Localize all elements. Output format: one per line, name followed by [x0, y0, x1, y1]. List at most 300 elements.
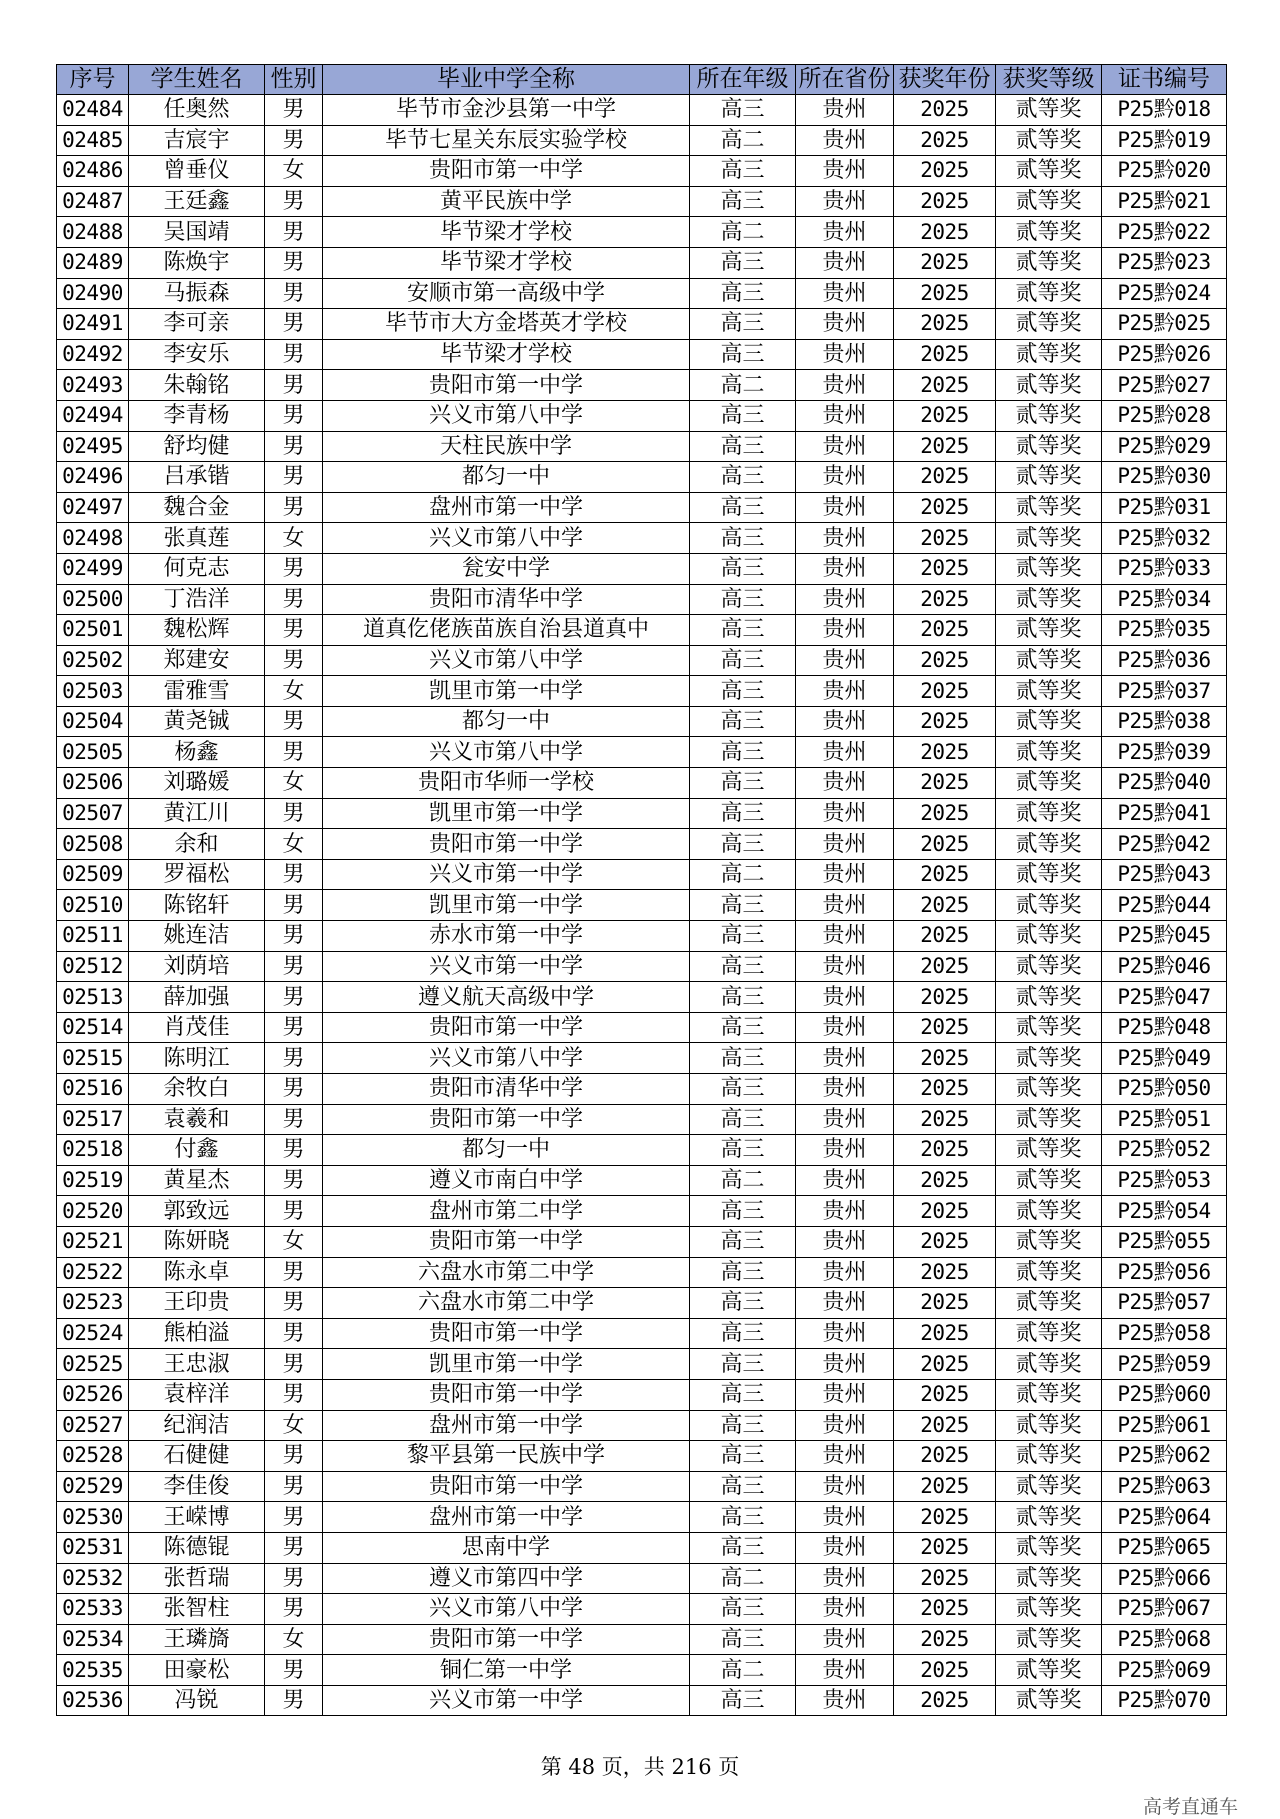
grade-cell: 高三 [690, 584, 796, 615]
school-cell: 兴义市第八中学 [323, 1043, 690, 1074]
province-cell: 贵州 [796, 1257, 894, 1288]
seq-cell: 02514 [57, 1012, 129, 1043]
seq-cell: 02521 [57, 1226, 129, 1257]
award-level-cell: 贰等奖 [996, 1012, 1102, 1043]
certificate-cell: P25黔020 [1102, 156, 1227, 187]
grade-cell: 高二 [690, 125, 796, 156]
grade-cell: 高三 [690, 1685, 796, 1716]
name-cell: 田豪松 [129, 1655, 265, 1686]
name-cell: 陈铭轩 [129, 890, 265, 921]
grade-cell: 高三 [690, 921, 796, 952]
grade-cell: 高三 [690, 1349, 796, 1380]
table-row [57, 431, 1227, 462]
year-cell: 2025 [894, 676, 996, 707]
school-cell: 黄平民族中学 [323, 186, 690, 217]
year-cell: 2025 [894, 492, 996, 523]
seq-cell: 02513 [57, 982, 129, 1013]
seq-cell: 02508 [57, 829, 129, 860]
name-cell: 张智柱 [129, 1594, 265, 1625]
province-cell: 贵州 [796, 768, 894, 799]
certificate-cell: P25黔048 [1102, 1012, 1227, 1043]
table-row [57, 1165, 1227, 1196]
grade-cell: 高三 [690, 1257, 796, 1288]
table-row [57, 1410, 1227, 1441]
school-cell: 都匀一中 [323, 1135, 690, 1166]
award-level-cell: 贰等奖 [996, 1196, 1102, 1227]
gender-cell: 男 [265, 1471, 323, 1502]
name-cell: 李安乐 [129, 339, 265, 370]
school-cell: 贵阳市第一中学 [323, 1471, 690, 1502]
province-cell: 贵州 [796, 615, 894, 646]
province-cell: 贵州 [796, 1532, 894, 1563]
certificate-cell: P25黔063 [1102, 1471, 1227, 1502]
certificate-cell: P25黔026 [1102, 339, 1227, 370]
certificate-cell: P25黔059 [1102, 1349, 1227, 1380]
seq-cell: 02531 [57, 1532, 129, 1563]
award-level-cell: 贰等奖 [996, 768, 1102, 799]
school-cell: 铜仁第一中学 [323, 1655, 690, 1686]
seq-cell: 02535 [57, 1655, 129, 1686]
school-cell: 盘州市第二中学 [323, 1196, 690, 1227]
seq-cell: 02507 [57, 798, 129, 829]
column-header: 序号 [57, 65, 129, 95]
gender-cell: 男 [265, 492, 323, 523]
table-row [57, 553, 1227, 584]
certificate-cell: P25黔031 [1102, 492, 1227, 523]
award-level-cell: 贰等奖 [996, 1471, 1102, 1502]
school-cell: 贵阳市第一中学 [323, 1104, 690, 1135]
year-cell: 2025 [894, 1074, 996, 1105]
gender-cell: 男 [265, 951, 323, 982]
province-cell: 贵州 [796, 951, 894, 982]
award-level-cell: 贰等奖 [996, 890, 1102, 921]
award-level-cell: 贰等奖 [996, 95, 1102, 126]
award-level-cell: 贰等奖 [996, 1104, 1102, 1135]
table-row [57, 890, 1227, 921]
certificate-cell: P25黔057 [1102, 1288, 1227, 1319]
seq-cell: 02520 [57, 1196, 129, 1227]
award-level-cell: 贰等奖 [996, 1165, 1102, 1196]
award-level-cell: 贰等奖 [996, 1135, 1102, 1166]
year-cell: 2025 [894, 1196, 996, 1227]
award-level-cell: 贰等奖 [996, 1624, 1102, 1655]
seq-cell: 02536 [57, 1685, 129, 1716]
certificate-cell: P25黔034 [1102, 584, 1227, 615]
year-cell: 2025 [894, 706, 996, 737]
province-cell: 贵州 [796, 462, 894, 493]
school-cell: 遵义航天高级中学 [323, 982, 690, 1013]
grade-cell: 高三 [690, 156, 796, 187]
table-row [57, 156, 1227, 187]
award-level-cell: 贰等奖 [996, 1410, 1102, 1441]
certificate-cell: P25黔055 [1102, 1226, 1227, 1257]
award-level-cell: 贰等奖 [996, 1074, 1102, 1105]
gender-cell: 男 [265, 125, 323, 156]
province-cell: 贵州 [796, 890, 894, 921]
column-header: 性别 [265, 65, 323, 95]
corner-watermark-text: 高考直通车 [1142, 1796, 1238, 1818]
province-cell: 贵州 [796, 1074, 894, 1105]
certificate-cell: P25黔022 [1102, 217, 1227, 248]
gender-cell: 女 [265, 156, 323, 187]
name-cell: 罗福松 [129, 859, 265, 890]
gender-cell: 男 [265, 186, 323, 217]
school-cell: 盘州市第一中学 [323, 492, 690, 523]
grade-cell: 高三 [690, 186, 796, 217]
seq-cell: 02492 [57, 339, 129, 370]
seq-cell: 02526 [57, 1379, 129, 1410]
school-cell: 兴义市第一中学 [323, 1685, 690, 1716]
award-level-cell: 贰等奖 [996, 1257, 1102, 1288]
year-cell: 2025 [894, 1594, 996, 1625]
year-cell: 2025 [894, 1441, 996, 1472]
gender-cell: 男 [265, 1196, 323, 1227]
gender-cell: 男 [265, 370, 323, 401]
table-row [57, 217, 1227, 248]
year-cell: 2025 [894, 462, 996, 493]
name-cell: 刘璐媛 [129, 768, 265, 799]
certificate-cell: P25黔037 [1102, 676, 1227, 707]
grade-cell: 高三 [690, 247, 796, 278]
gender-cell: 男 [265, 339, 323, 370]
grade-cell: 高三 [690, 615, 796, 646]
award-level-cell: 贰等奖 [996, 431, 1102, 462]
school-cell: 凯里市第一中学 [323, 1349, 690, 1380]
name-cell: 舒均健 [129, 431, 265, 462]
province-cell: 贵州 [796, 859, 894, 890]
award-level-cell: 贰等奖 [996, 615, 1102, 646]
year-cell: 2025 [894, 1624, 996, 1655]
award-level-cell: 贰等奖 [996, 645, 1102, 676]
certificate-cell: P25黔043 [1102, 859, 1227, 890]
gender-cell: 男 [265, 462, 323, 493]
name-cell: 魏松辉 [129, 615, 265, 646]
year-cell: 2025 [894, 829, 996, 860]
table-row [57, 1441, 1227, 1472]
year-cell: 2025 [894, 982, 996, 1013]
table-row [57, 1532, 1227, 1563]
gender-cell: 男 [265, 1532, 323, 1563]
grade-cell: 高三 [690, 431, 796, 462]
province-cell: 贵州 [796, 706, 894, 737]
gender-cell: 男 [265, 921, 323, 952]
school-cell: 贵阳市华师一学校 [323, 768, 690, 799]
name-cell: 陈焕宇 [129, 247, 265, 278]
certificate-cell: P25黔050 [1102, 1074, 1227, 1105]
school-cell: 兴义市第八中学 [323, 400, 690, 431]
grade-cell: 高三 [690, 553, 796, 584]
name-cell: 丁浩洋 [129, 584, 265, 615]
province-cell: 贵州 [796, 1563, 894, 1594]
award-level-cell: 贰等奖 [996, 247, 1102, 278]
certificate-cell: P25黔024 [1102, 278, 1227, 309]
gender-cell: 男 [265, 798, 323, 829]
year-cell: 2025 [894, 1379, 996, 1410]
gender-cell: 男 [265, 1135, 323, 1166]
name-cell: 刘荫培 [129, 951, 265, 982]
seq-cell: 02494 [57, 400, 129, 431]
certificate-cell: P25黔067 [1102, 1594, 1227, 1625]
award-level-cell: 贰等奖 [996, 370, 1102, 401]
gender-cell: 女 [265, 1226, 323, 1257]
seq-cell: 02485 [57, 125, 129, 156]
gender-cell: 男 [265, 1594, 323, 1625]
table-body [57, 95, 1227, 1716]
award-level-cell: 贰等奖 [996, 1685, 1102, 1716]
grade-cell: 高三 [690, 1074, 796, 1105]
year-cell: 2025 [894, 1257, 996, 1288]
year-cell: 2025 [894, 125, 996, 156]
province-cell: 贵州 [796, 400, 894, 431]
school-cell: 贵阳市第一中学 [323, 829, 690, 860]
grade-cell: 高三 [690, 462, 796, 493]
province-cell: 贵州 [796, 1471, 894, 1502]
gender-cell: 男 [265, 1043, 323, 1074]
year-cell: 2025 [894, 1135, 996, 1166]
gender-cell: 男 [265, 706, 323, 737]
seq-cell: 02534 [57, 1624, 129, 1655]
grade-cell: 高二 [690, 1563, 796, 1594]
table-row [57, 492, 1227, 523]
seq-cell: 02510 [57, 890, 129, 921]
province-cell: 贵州 [796, 1655, 894, 1686]
province-cell: 贵州 [796, 1502, 894, 1533]
name-cell: 黄江川 [129, 798, 265, 829]
table-row [57, 1226, 1227, 1257]
table-row [57, 1318, 1227, 1349]
gender-cell: 男 [265, 1349, 323, 1380]
gender-cell: 男 [265, 1502, 323, 1533]
school-cell: 盘州市第一中学 [323, 1410, 690, 1441]
certificate-cell: P25黔065 [1102, 1532, 1227, 1563]
gender-cell: 女 [265, 768, 323, 799]
seq-cell: 02512 [57, 951, 129, 982]
grade-cell: 高三 [690, 1043, 796, 1074]
certificate-cell: P25黔044 [1102, 890, 1227, 921]
year-cell: 2025 [894, 400, 996, 431]
grade-cell: 高三 [690, 1196, 796, 1227]
award-level-cell: 贰等奖 [996, 921, 1102, 952]
province-cell: 贵州 [796, 186, 894, 217]
year-cell: 2025 [894, 431, 996, 462]
award-level-cell: 贰等奖 [996, 1318, 1102, 1349]
certificate-cell: P25黔069 [1102, 1655, 1227, 1686]
certificate-cell: P25黔021 [1102, 186, 1227, 217]
school-cell: 兴义市第八中学 [323, 645, 690, 676]
gender-cell: 男 [265, 278, 323, 309]
gender-cell: 男 [265, 95, 323, 126]
province-cell: 贵州 [796, 645, 894, 676]
certificate-cell: P25黔030 [1102, 462, 1227, 493]
certificate-cell: P25黔066 [1102, 1563, 1227, 1594]
gender-cell: 男 [265, 890, 323, 921]
year-cell: 2025 [894, 1349, 996, 1380]
gender-cell: 男 [265, 737, 323, 768]
seq-cell: 02518 [57, 1135, 129, 1166]
province-cell: 贵州 [796, 1624, 894, 1655]
grade-cell: 高三 [690, 1594, 796, 1625]
grade-cell: 高三 [690, 1226, 796, 1257]
award-level-cell: 贰等奖 [996, 829, 1102, 860]
seq-cell: 02530 [57, 1502, 129, 1533]
name-cell: 余牧白 [129, 1074, 265, 1105]
seq-cell: 02486 [57, 156, 129, 187]
province-cell: 贵州 [796, 125, 894, 156]
province-cell: 贵州 [796, 1012, 894, 1043]
seq-cell: 02489 [57, 247, 129, 278]
grade-cell: 高三 [690, 951, 796, 982]
year-cell: 2025 [894, 278, 996, 309]
name-cell: 陈永卓 [129, 1257, 265, 1288]
seq-cell: 02502 [57, 645, 129, 676]
certificate-cell: P25黔029 [1102, 431, 1227, 462]
table-row [57, 921, 1227, 952]
certificate-cell: P25黔061 [1102, 1410, 1227, 1441]
school-cell: 贵阳市第一中学 [323, 1226, 690, 1257]
province-cell: 贵州 [796, 1165, 894, 1196]
table-row [57, 982, 1227, 1013]
gender-cell: 男 [265, 1441, 323, 1472]
gender-cell: 男 [265, 309, 323, 340]
award-level-cell: 贰等奖 [996, 156, 1102, 187]
table-row [57, 1104, 1227, 1135]
table-row [57, 125, 1227, 156]
certificate-cell: P25黔019 [1102, 125, 1227, 156]
column-header: 获奖年份 [894, 65, 996, 95]
year-cell: 2025 [894, 1532, 996, 1563]
name-cell: 李可亲 [129, 309, 265, 340]
header-row [57, 65, 1227, 95]
table-row [57, 1563, 1227, 1594]
school-cell: 毕节梁才学校 [323, 339, 690, 370]
table-row [57, 186, 1227, 217]
grade-cell: 高二 [690, 370, 796, 401]
table-row [57, 1624, 1227, 1655]
gender-cell: 女 [265, 676, 323, 707]
school-cell: 思南中学 [323, 1532, 690, 1563]
name-cell: 袁梓洋 [129, 1379, 265, 1410]
name-cell: 袁羲和 [129, 1104, 265, 1135]
column-header: 证书编号 [1102, 65, 1227, 95]
award-level-cell: 贰等奖 [996, 309, 1102, 340]
school-cell: 凯里市第一中学 [323, 676, 690, 707]
grade-cell: 高三 [690, 982, 796, 1013]
province-cell: 贵州 [796, 431, 894, 462]
name-cell: 曾垂仪 [129, 156, 265, 187]
school-cell: 贵阳市第一中学 [323, 370, 690, 401]
year-cell: 2025 [894, 1655, 996, 1686]
certificate-cell: P25黔041 [1102, 798, 1227, 829]
province-cell: 贵州 [796, 1410, 894, 1441]
certificate-cell: P25黔056 [1102, 1257, 1227, 1288]
award-level-cell: 贰等奖 [996, 584, 1102, 615]
province-cell: 贵州 [796, 217, 894, 248]
school-cell: 凯里市第一中学 [323, 890, 690, 921]
table-row [57, 1685, 1227, 1716]
grade-cell: 高三 [690, 1104, 796, 1135]
grade-cell: 高三 [690, 492, 796, 523]
grade-cell: 高三 [690, 1441, 796, 1472]
seq-cell: 02487 [57, 186, 129, 217]
gender-cell: 男 [265, 1104, 323, 1135]
province-cell: 贵州 [796, 1196, 894, 1227]
grade-cell: 高三 [690, 400, 796, 431]
year-cell: 2025 [894, 1165, 996, 1196]
award-level-cell: 贰等奖 [996, 1502, 1102, 1533]
grade-cell: 高三 [690, 309, 796, 340]
year-cell: 2025 [894, 339, 996, 370]
school-cell: 盘州市第一中学 [323, 1502, 690, 1533]
name-cell: 王廷鑫 [129, 186, 265, 217]
name-cell: 王璘旖 [129, 1624, 265, 1655]
grade-cell: 高三 [690, 1012, 796, 1043]
table-row [57, 1379, 1227, 1410]
gender-cell: 男 [265, 553, 323, 584]
name-cell: 王忠淑 [129, 1349, 265, 1380]
gender-cell: 女 [265, 1624, 323, 1655]
certificate-cell: P25黔023 [1102, 247, 1227, 278]
table-row [57, 523, 1227, 554]
award-level-cell: 贰等奖 [996, 798, 1102, 829]
table-row [57, 768, 1227, 799]
gender-cell: 女 [265, 523, 323, 554]
seq-cell: 02505 [57, 737, 129, 768]
award-level-cell: 贰等奖 [996, 400, 1102, 431]
seq-cell: 02497 [57, 492, 129, 523]
name-cell: 肖茂佳 [129, 1012, 265, 1043]
school-cell: 兴义市第八中学 [323, 523, 690, 554]
year-cell: 2025 [894, 1104, 996, 1135]
year-cell: 2025 [894, 737, 996, 768]
province-cell: 贵州 [796, 829, 894, 860]
school-cell: 毕节梁才学校 [323, 247, 690, 278]
name-cell: 王印贵 [129, 1288, 265, 1319]
grade-cell: 高二 [690, 1165, 796, 1196]
name-cell: 陈明江 [129, 1043, 265, 1074]
province-cell: 贵州 [796, 1043, 894, 1074]
table-row [57, 615, 1227, 646]
award-level-cell: 贰等奖 [996, 1349, 1102, 1380]
gender-cell: 男 [265, 247, 323, 278]
province-cell: 贵州 [796, 982, 894, 1013]
seq-cell: 02533 [57, 1594, 129, 1625]
gender-cell: 男 [265, 1165, 323, 1196]
seq-cell: 02498 [57, 523, 129, 554]
certificate-cell: P25黔058 [1102, 1318, 1227, 1349]
seq-cell: 02493 [57, 370, 129, 401]
table-row [57, 829, 1227, 860]
province-cell: 贵州 [796, 247, 894, 278]
table-row [57, 1594, 1227, 1625]
name-cell: 杨鑫 [129, 737, 265, 768]
school-cell: 六盘水市第二中学 [323, 1257, 690, 1288]
table-row [57, 1043, 1227, 1074]
award-level-cell: 贰等奖 [996, 737, 1102, 768]
year-cell: 2025 [894, 247, 996, 278]
year-cell: 2025 [894, 1043, 996, 1074]
seq-cell: 02490 [57, 278, 129, 309]
name-cell: 余和 [129, 829, 265, 860]
name-cell: 石健健 [129, 1441, 265, 1472]
certificate-cell: P25黔062 [1102, 1441, 1227, 1472]
gender-cell: 男 [265, 859, 323, 890]
province-cell: 贵州 [796, 1318, 894, 1349]
seq-cell: 02506 [57, 768, 129, 799]
seq-cell: 02528 [57, 1441, 129, 1472]
seq-cell: 02522 [57, 1257, 129, 1288]
certificate-cell: P25黔032 [1102, 523, 1227, 554]
school-cell: 毕节市大方金塔英才学校 [323, 309, 690, 340]
